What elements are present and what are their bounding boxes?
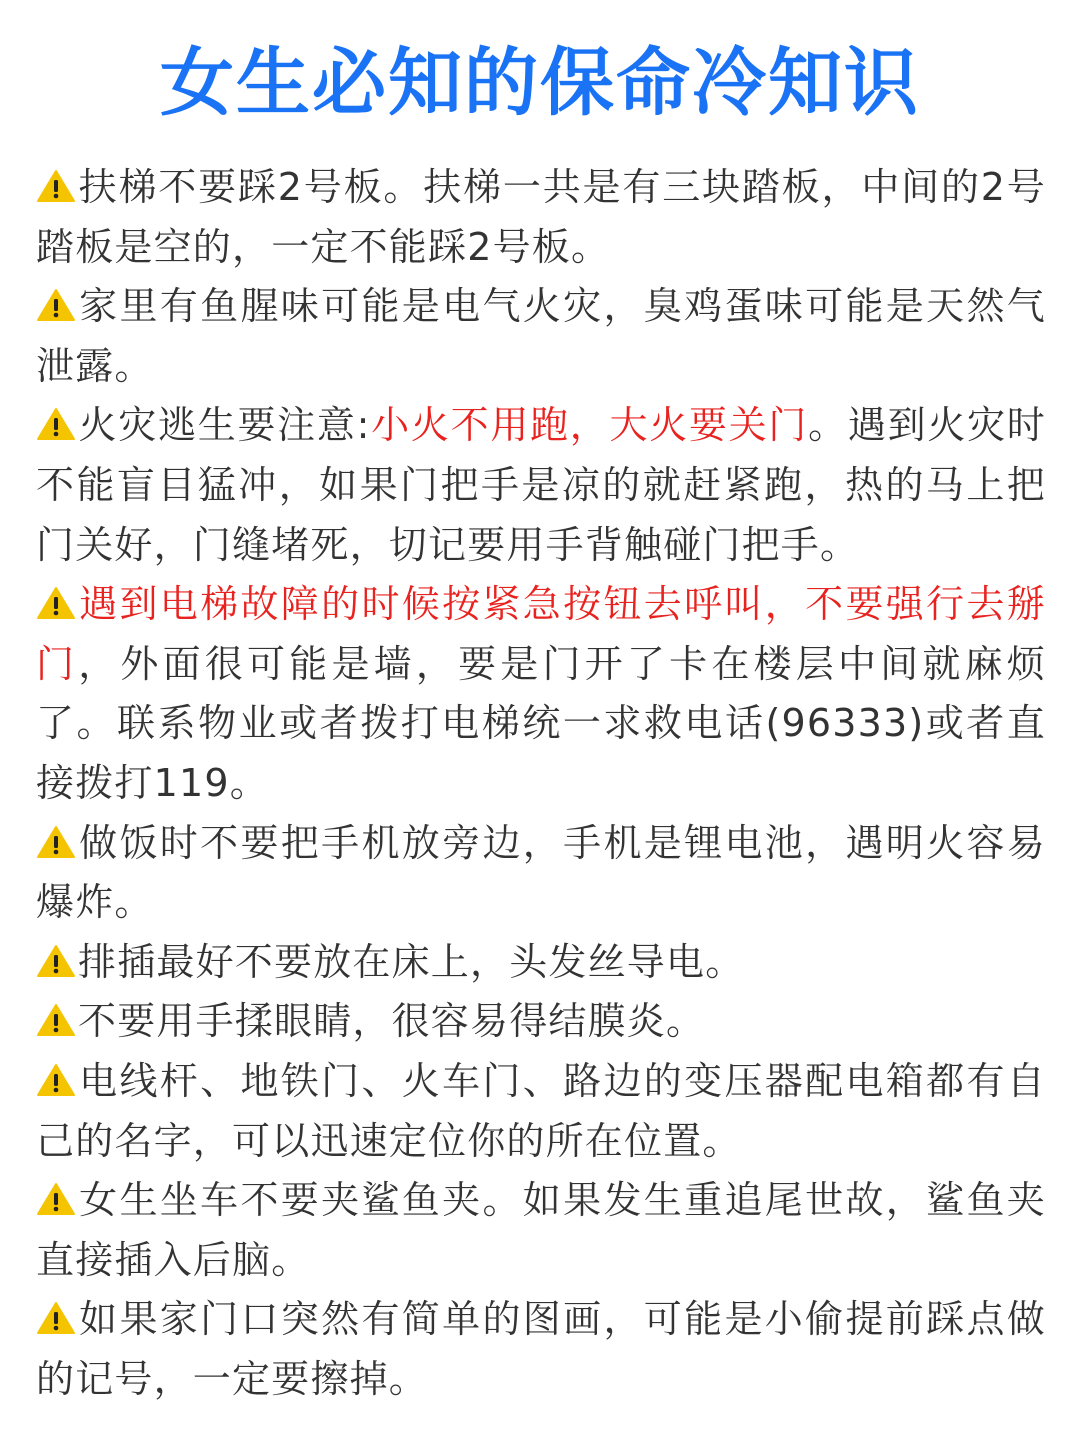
list-item (36, 814, 1046, 933)
item-text: 如果家门口突然有简单的图画，可能是小偷提前踩点做的记号，一定要擦掉。 (36, 1297, 1046, 1401)
warning-icon (36, 944, 76, 978)
item-text: 女生坐车不要夹鲨鱼夹。如果发生重追尾世故，鲨鱼夹直接插入后脑。 (36, 1178, 1046, 1282)
item-text: 扶梯不要踩2号板。扶梯一共是有三块踏板，中间的2号踏板是空的，一定不能踩2号板。 (36, 165, 1046, 269)
list-item (36, 277, 1046, 396)
page-title: 女生必知的保命冷知识 (160, 40, 920, 126)
warning-icon (36, 407, 76, 441)
warning-icon (36, 1301, 76, 1335)
warning-icon (36, 1063, 76, 1097)
highlight-text: 遇到电梯故障的时候按紧急按钮去呼叫，不要强行去掰门 (36, 582, 1046, 686)
item-text: 不要用手揉眼睛，很容易得结膜炎。 (78, 999, 706, 1044)
warning-icon (36, 169, 76, 203)
warning-icon (36, 288, 76, 322)
item-text: 火灾逃生要注意: (78, 403, 371, 448)
item-text: 。遇到火灾时不能盲目猛冲，如果门把手是凉的就赶紧跑，热的马上把门关好，门缝堵死，切记要用手背触碰门把手。 (36, 403, 1046, 567)
item-text: 做饭时不要把手机放旁边，手机是锂电池，遇明火容易爆炸。 (36, 820, 1046, 925)
tips-list (36, 158, 1046, 1409)
list-item (36, 1052, 1046, 1171)
warning-icon (36, 825, 76, 859)
list-item (36, 992, 1046, 1052)
list-item (36, 933, 1046, 993)
warning-icon (36, 586, 76, 620)
highlight-text: 小火不用跑，大火要关门 (370, 403, 809, 448)
item-text: 家里有鱼腥味可能是电气火灾，臭鸡蛋味可能是天然气泄露。 (36, 284, 1046, 388)
item-text: 排插最好不要放在床上，头发丝导电。 (78, 939, 745, 984)
item-text: ，外面很可能是墙，要是门开了卡在楼层中间就麻烦了。联系物业或者拨打电梯统一求救电话(96333)或者直接拨打119。 (36, 641, 1047, 805)
list-item (36, 396, 1046, 575)
warning-icon (36, 1182, 76, 1216)
list-item (36, 575, 1046, 813)
list-item (36, 158, 1046, 277)
item-text: 电线杆、地铁门、火车门、路边的变压器配电箱都有自己的名字，可以迅速定位你的所在位置。 (36, 1058, 1046, 1163)
warning-icon (36, 1003, 76, 1037)
list-item (36, 1171, 1046, 1290)
list-item (36, 1290, 1046, 1409)
